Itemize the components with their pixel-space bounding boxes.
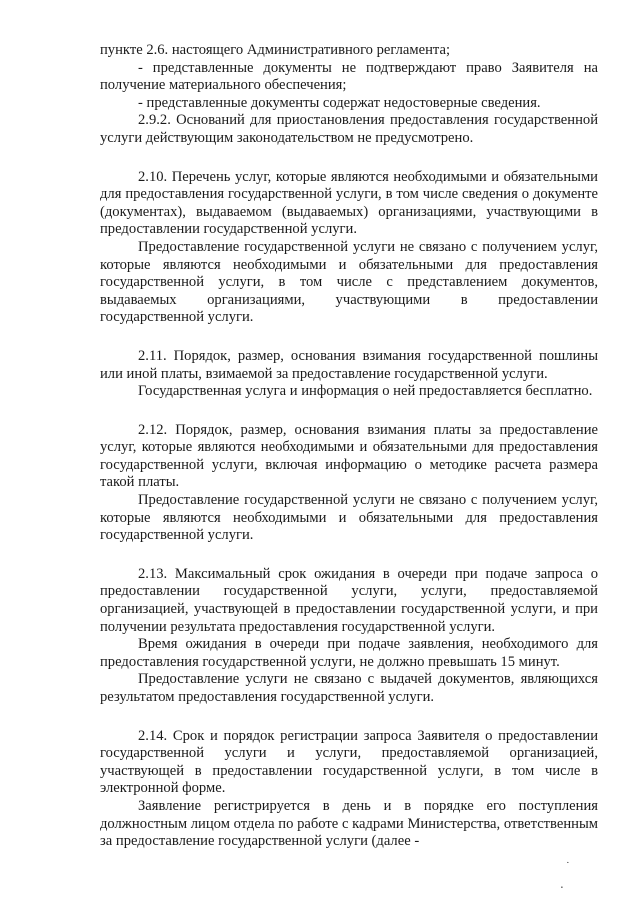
paragraph: пункте 2.6. настоящего Административного регламента; [100,42,451,58]
paragraph: 2.9.2. Оснований для приостановления предоставления государственной услуги действующим законодательством не предусмотрено. [100,112,598,146]
paragraph: - представленные документы содержат недостоверные сведения. [138,94,541,111]
section-heading-2-12: 2.12. Порядок, размер, основания взимания платы за предоставление услуг, которые являются необходимыми и обязательными для предоставления государственной услуги, включая информацию о методике расчета размера такой платы. [100,421,598,491]
section-heading-2-14: 2.14. Срок и порядок регистрации запроса Заявителя о предоставлении государственной услуги и услуги, предоставляемой организацией, участвующей в предоставлении государственной услуги, в том числе в электронной форме. [100,727,598,797]
section-heading-2-13: 2.13. Максимальный срок ожидания в очереди при подаче запроса о предоставлении государственной услуги, услуги, предоставляемой организацией, участвующей в предоставлении государственной услуги, и при получении результата предоставления государственной услуги. [100,565,598,635]
paragraph: Предоставление услуги не связано с выдачей документов, являющихся результатом предоставления государственной услуги. [100,671,598,705]
scan-speck: ⋅ [560,882,564,894]
section-heading-2-10: 2.10. Перечень услуг, которые являются необходимыми и обязательными для предоставления государственной услуги, в том числе сведения о документе (документах), выдаваемом (выдаваемых) организациями, участвующими в предоставлении государственной услуги. [100,168,598,238]
paragraph: Время ожидания в очереди при подаче заявления, необходимого для предоставления государственной услуги, не должно превышать 15 минут. [100,636,598,670]
paragraph: Государственная услуга и информация о ней предоставляется бесплатно. [138,383,593,400]
paragraph: Предоставление государственной услуги не связано с получением услуг, которые являются необходимыми и обязательными для предоставления государственной услуги, в том числе с представлением документов, выдаваемых организациями, участвующими в предоставлении государственной услуги. [100,238,598,326]
paragraph: - представленные документы не подтверждают право Заявителя на получение материального обеспечения; [100,59,598,94]
section-heading-2-11: 2.11. Порядок, размер, основания взимания государственной пошлины или иной платы, взимаемой за предоставление государственной услуги. [100,347,598,382]
paragraph: Заявление регистрируется в день и в порядке его поступления должностным лицом отдела по работе с кадрами Министерства, ответственным за предоставление государственной услуги (далее - [100,797,598,850]
paragraph: Предоставление государственной услуги не связано с получением услуг, которые являются необходимыми и обязательными для предоставления государственной услуги. [100,492,598,544]
scan-speck: ˙ [566,860,570,872]
document-body [100,42,598,851]
